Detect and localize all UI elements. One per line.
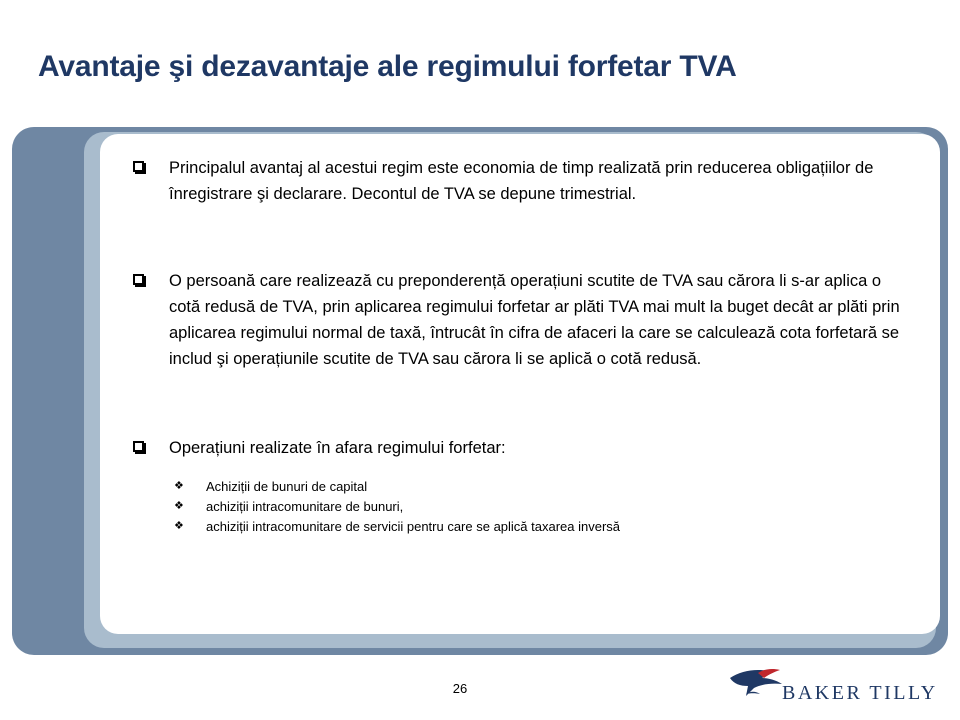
bullet-item — [133, 155, 903, 207]
page-number: 26 — [452, 681, 468, 696]
diamond-bullet-icon: ❖ — [174, 519, 184, 532]
checkbox-bullet-icon — [133, 441, 144, 452]
content-panel — [100, 134, 940, 634]
sub-item-text: achiziții intracomunitare de bunuri, — [206, 498, 404, 514]
bullet-item — [133, 435, 903, 461]
diamond-bullet-icon: ❖ — [174, 479, 184, 492]
sub-list — [174, 476, 620, 536]
bullet-text: O persoană care realizează cu preponderență operațiuni scutite de TVA sau cărora li s-ar aplica o cotă redusă de TVA, prin aplicarea regimului forfetar ar plăti TVA mai mult la buget decât ar plăti prin aplicarea regimului normal de taxă, întrucât în cifra de afaceri la care se calculează cota forfetară se includ şi operațiunile scutite de TVA sau cărora li se aplică o cotă redusă. — [169, 272, 900, 368]
checkbox-bullet-icon — [133, 161, 144, 172]
bullet-item — [133, 268, 903, 372]
sub-item-text: Achiziții de bunuri de capital — [206, 478, 368, 494]
sub-list-item — [174, 496, 620, 516]
checkbox-bullet-icon — [133, 274, 144, 285]
baker-tilly-logo — [728, 660, 948, 710]
bullet-text: Principalul avantaj al acestui regim este economia de timp realizată prin reducerea obligațiilor de înregistrare şi declarare. Decontul de TVA se depune trimestrial. — [169, 159, 874, 203]
sub-list-item — [174, 516, 620, 536]
sub-item-text: achiziții intracomunitare de servicii pentru care se aplică taxarea inversă — [206, 518, 621, 534]
eagle-logo-icon — [728, 664, 784, 704]
slide-title: Avantaje şi dezavantaje ale regimului forfetar TVA — [38, 50, 737, 83]
diamond-bullet-icon: ❖ — [174, 499, 184, 512]
bullet-text: Operațiuni realizate în afara regimului forfetar: — [169, 439, 506, 457]
logo-text: BAKER TILLY — [782, 682, 938, 704]
sub-list-item — [174, 476, 620, 496]
